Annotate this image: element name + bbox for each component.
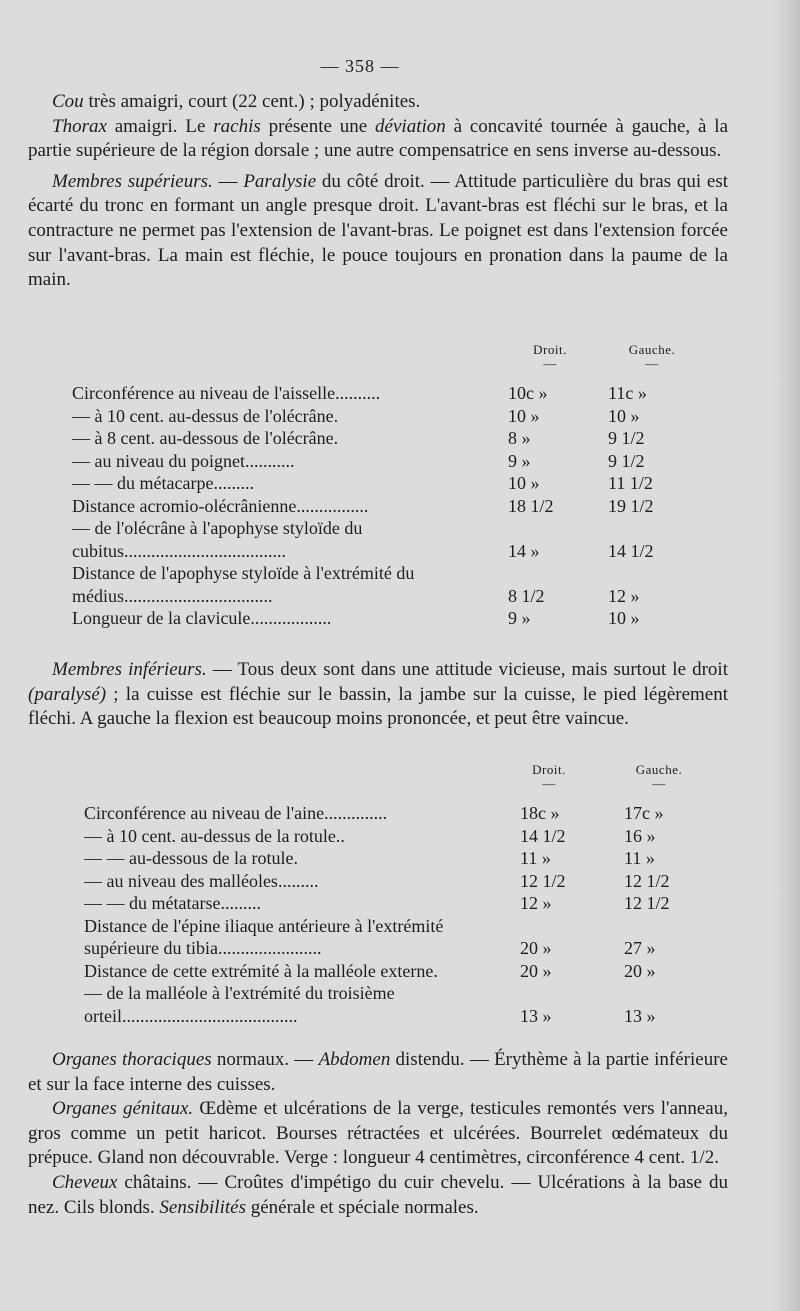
cell-gauche: 14 1/2 xyxy=(608,540,654,561)
row-label: — — du métatarse......... xyxy=(84,893,261,913)
row-label: cubitus.................................... xyxy=(72,540,286,561)
row-label: — au niveau des malléoles......... xyxy=(84,870,319,891)
cell-gauche: 11 1/2 xyxy=(608,473,653,493)
table-header xyxy=(84,762,714,802)
neck-paragraph xyxy=(28,90,728,115)
italic-term: Organes génitaux. xyxy=(52,1098,194,1120)
italic-term: Membres inférieurs. xyxy=(52,659,207,680)
cell-droit: 10 » xyxy=(508,405,540,426)
table-row xyxy=(72,540,712,563)
lower-limbs-block xyxy=(28,658,728,732)
cell-droit: 13 » xyxy=(520,1005,552,1026)
text-run: châtains. — Croûtes d'impétigo du cuir chevelu. — Ulcérations à la base du nez. Cils blonds. xyxy=(28,1171,728,1218)
cell-gauche: 13 » xyxy=(624,1005,656,1026)
text-run: ; la cuisse est fléchie sur le bassin, la jambe sur la cuisse, le pied légèrement fléchi. A gauche la flexion est beaucoup moins prononcée, et peut être vaincue. xyxy=(28,683,728,730)
cell-gauche: 19 1/2 xyxy=(608,495,654,516)
table-row xyxy=(84,960,714,983)
text-run: amaigri. Le xyxy=(106,115,214,137)
text-run: très amaigri, court (22 cent.) ; polyadénites. xyxy=(83,91,421,112)
thoracic-organs-paragraph xyxy=(28,1048,728,1097)
text-run: distendu. — Érythème à la partie inférieure et sur la face interne des cuisses. xyxy=(28,1049,728,1095)
thorax-paragraph xyxy=(28,115,728,164)
italic-term: Cheveux xyxy=(52,1171,118,1193)
upper-limb-measurements-table xyxy=(72,342,712,630)
cell-droit: 10c » xyxy=(508,383,548,403)
row-label: Longueur de la clavicule.................. xyxy=(72,608,332,628)
lower-limb-measurements-table xyxy=(84,762,714,1027)
table-row xyxy=(72,450,712,473)
row-label: — de l'olécrâne à l'apophyse styloïde du xyxy=(72,518,363,538)
column-header-gauche xyxy=(619,762,699,790)
cell-gauche: 11 » xyxy=(624,848,655,868)
text-run: à concavité tournée à gauche, à la partie supérieure de la région dorsale ; une autre compensatrice en sens inverse au-dessous. xyxy=(28,115,728,162)
row-label: Distance de l'épine iliaque antérieure à l'extrémité xyxy=(84,915,444,936)
cell-droit: 12 1/2 xyxy=(520,870,566,891)
cell-droit: 10 » xyxy=(508,473,540,493)
row-label: Distance de cette extrémité à la malléole externe. xyxy=(84,960,438,981)
row-label: Distance acromio-olécrânienne................ xyxy=(72,495,369,516)
row-label: — à 10 cent. au-dessus de l'olécrâne. xyxy=(72,405,339,426)
column-label: Droit. xyxy=(533,342,567,357)
upper-limbs-paragraph xyxy=(28,170,728,293)
row-label: Circonférence au niveau de l'aine.............. xyxy=(84,803,388,823)
row-label: Distance de l'apophyse styloïde à l'extrémité du xyxy=(72,563,415,583)
row-label: orteil....................................... xyxy=(84,1005,298,1026)
italic-term: Paralysie xyxy=(243,170,317,192)
italic-term: rachis xyxy=(213,115,261,137)
text-run: Œdème et ulcérations de la verge, testicules remontés vers l'anneau, gros comme un petit haricot. Bourses rétractées et ulcérées. Bourrelet œdémateux du prépuce. Gland non découvrable. Verge : longueur 4 centimètres, circonférence 4 cent. 1/2. xyxy=(28,1098,728,1169)
table-header xyxy=(72,342,712,382)
column-header-droit xyxy=(514,762,584,790)
cell-droit: 11 » xyxy=(520,848,551,868)
header-dash: — xyxy=(645,356,659,371)
column-label: Droit. xyxy=(532,762,566,777)
text-run: — xyxy=(212,170,244,192)
text-run: générale et spéciale normales. xyxy=(245,1196,479,1218)
italic-term: Membres supérieurs. xyxy=(52,170,213,192)
row-label: — au niveau du poignet........... xyxy=(72,450,295,471)
table-row xyxy=(72,382,712,405)
table-row xyxy=(84,982,714,1005)
cell-gauche: 16 » xyxy=(624,825,656,846)
table-row xyxy=(72,472,712,495)
table-row xyxy=(84,937,714,960)
cell-gauche: 12 1/2 xyxy=(624,893,670,913)
table-row xyxy=(84,1005,714,1028)
cell-droit: 8 1/2 xyxy=(508,585,545,606)
table-row xyxy=(84,802,714,825)
cell-gauche: 9 1/2 xyxy=(608,428,645,448)
cell-gauche: 27 » xyxy=(624,938,656,958)
cell-gauche: 12 1/2 xyxy=(624,870,670,891)
row-label: Circonférence au niveau de l'aisselle.......... xyxy=(72,383,381,403)
italic-term: (paralysé) xyxy=(28,683,107,705)
closing-block xyxy=(28,1048,728,1220)
table-row xyxy=(72,427,712,450)
cell-gauche: 20 » xyxy=(624,960,656,981)
table-row xyxy=(72,517,712,540)
genital-organs-paragraph xyxy=(28,1097,728,1171)
row-label: — de la malléole à l'extrémité du troisième xyxy=(84,983,395,1003)
column-label: Gauche. xyxy=(628,342,676,357)
row-label: — à 8 cent. au-dessous de l'olécrâne. xyxy=(72,428,339,448)
header-dash: — xyxy=(652,776,666,791)
column-header-gauche xyxy=(612,342,692,370)
text-run: normaux. — xyxy=(211,1049,319,1070)
cell-droit: 20 » xyxy=(520,960,552,981)
italic-term: Thorax xyxy=(52,115,107,137)
cell-gauche: 12 » xyxy=(608,585,640,606)
lower-limbs-paragraph xyxy=(28,658,728,732)
table-row xyxy=(84,825,714,848)
table-row xyxy=(72,495,712,518)
cell-droit: 18c » xyxy=(520,803,560,823)
italic-term: Sensibilités xyxy=(159,1196,246,1218)
table-row xyxy=(84,847,714,870)
page-number: — 358 — xyxy=(320,56,400,76)
cell-gauche: 11c » xyxy=(608,383,647,403)
cell-gauche: 10 » xyxy=(608,608,640,628)
text-run: du côté droit. — Attitude particulière du bras qui est écarté du tronc en formant un angle presque droit. L'avant-bras est fléchi sur le bras, et la contracture ne permet pas l'extension de l'avant-bras. Le poignet est dans l'extension forcée sur l'avant-bras. La main est fléchie, le pouce toujours en pronation dans la paume de la main. xyxy=(28,170,728,291)
column-header-droit xyxy=(520,342,580,370)
text-run: présente une xyxy=(260,115,376,137)
row-label: supérieure du tibia....................... xyxy=(84,938,322,958)
page-edge-shadow xyxy=(774,0,800,1311)
row-label: — — au-dessous de la rotule. xyxy=(84,848,298,868)
table-row xyxy=(84,915,714,938)
cell-droit: 9 » xyxy=(508,608,531,628)
cell-droit: 14 1/2 xyxy=(520,825,566,846)
cell-droit: 12 » xyxy=(520,893,552,913)
cell-droit: 8 » xyxy=(508,428,531,448)
column-label: Gauche. xyxy=(635,762,683,777)
cell-gauche: 10 » xyxy=(608,405,640,426)
table-row xyxy=(72,585,712,608)
row-label: médius................................. xyxy=(72,585,273,606)
cell-gauche: 9 1/2 xyxy=(608,450,645,471)
cell-droit: 14 » xyxy=(508,540,540,561)
header-dash: — xyxy=(542,776,556,791)
header-dash: — xyxy=(543,356,557,371)
table-row xyxy=(84,870,714,893)
italic-term: déviation xyxy=(375,115,446,137)
italic-term: Abdomen xyxy=(318,1049,391,1070)
row-label: — à 10 cent. au-dessus de la rotule.. xyxy=(84,825,345,846)
row-label: — — du métacarpe......... xyxy=(72,473,254,493)
italic-term: Organes thoraciques xyxy=(52,1049,212,1070)
cell-droit: 18 1/2 xyxy=(508,495,554,516)
cell-droit: 9 » xyxy=(508,450,531,471)
table-row xyxy=(72,405,712,428)
cell-gauche: 17c » xyxy=(624,803,664,823)
text-run: — Tous deux sont dans une attitude vicieuse, mais surtout le droit xyxy=(206,659,728,680)
cell-droit: 20 » xyxy=(520,938,552,958)
table-row xyxy=(72,607,712,630)
intro-block xyxy=(28,90,728,293)
table-row xyxy=(84,892,714,915)
italic-term: Cou xyxy=(52,91,84,112)
hair-paragraph xyxy=(28,1171,728,1220)
table-row xyxy=(72,562,712,585)
